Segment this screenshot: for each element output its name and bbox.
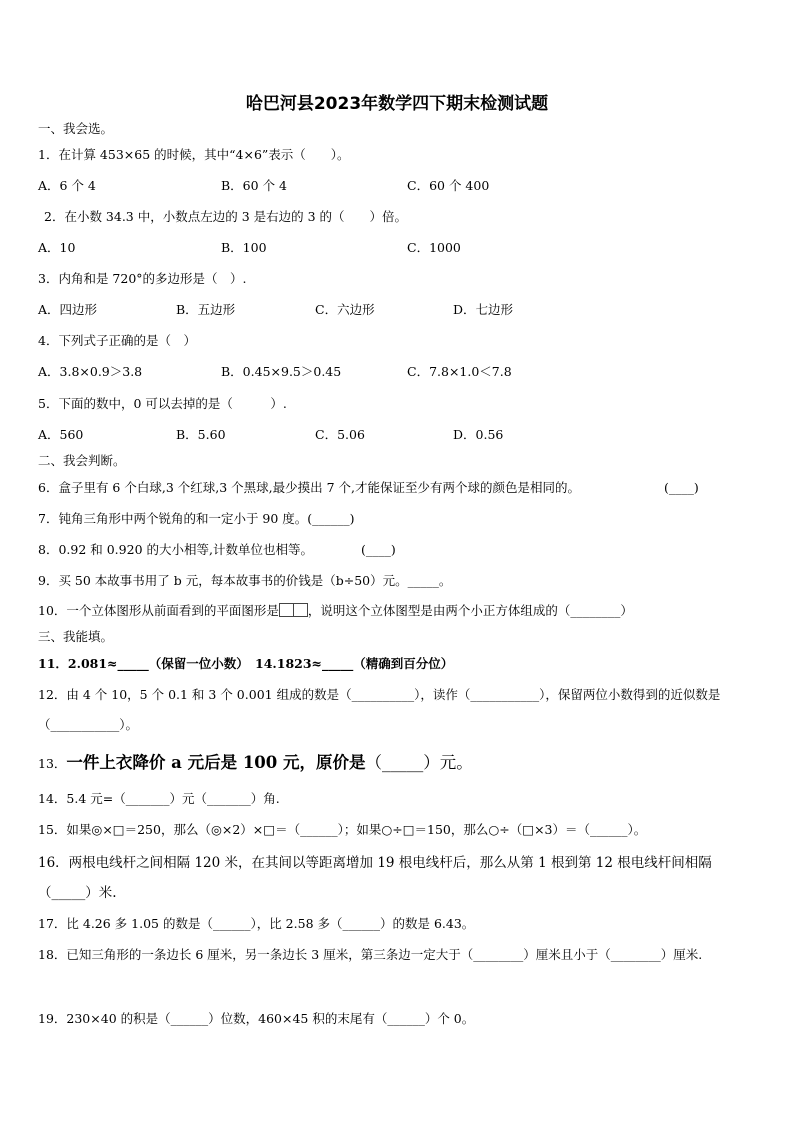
- question-5: 5．下面的数中，0 可以去掉的是（ ）.: [38, 396, 287, 411]
- section-heading-3: 三、我能填。: [38, 629, 114, 644]
- question-4: 4．下列式子正确的是（ ）: [38, 333, 196, 348]
- q5-option-a: A．560: [38, 427, 84, 442]
- question-15: 15．如果◎×□＝250，那么（◎×2）×□＝（______）；如果○÷□＝150，那么○÷（□×3）＝（______）。: [38, 822, 647, 837]
- q6-text: 6．盒子里有 6 个白球,3 个红球,3 个黑球,最少摸出 7 个,才能保证至少有两个球的颜色是相同的。: [38, 480, 580, 495]
- question-7: 7．钝角三角形中两个锐角的和一定小于 90 度。(______): [38, 511, 355, 526]
- page-title: 哈巴河县2023年数学四下期末检测试题: [245, 94, 549, 114]
- q5-option-c: C．5.06: [315, 427, 365, 442]
- question-11: 11．2.081≈_____（保留一位小数） 14.1823≈_____（精确到百分位）: [38, 656, 454, 671]
- question-9: 9．买 50 本故事书用了 b 元，每本故事书的价钱是（b÷50）元。_____。: [38, 573, 452, 588]
- square-figure-left: [279, 603, 294, 617]
- q6-answer-blank: (____): [664, 480, 699, 495]
- q1-option-b: B．60 个 4: [221, 178, 287, 193]
- q3-option-b: B．五边形: [176, 302, 236, 317]
- question-6: [38, 480, 758, 496]
- q10-text-a: 10．一个立体图形从前面看到的平面图形是: [38, 603, 279, 618]
- question-14: 14．5.4 元=（_______）元（_______）角.: [38, 791, 280, 806]
- q13-number: 13．: [38, 756, 67, 771]
- question-17: 17．比 4.26 多 1.05 的数是（______），比 2.58 多（______）的数是 6.43。: [38, 916, 475, 931]
- q2-option-c: C．1000: [407, 240, 461, 255]
- question-8: [38, 542, 758, 558]
- q10-text-b: ，说明这个立体图型是由两个小正方体组成的（________）: [307, 603, 633, 618]
- q8-text: 8．0.92 和 0.920 的大小相等,计数单位也相等。: [38, 542, 313, 557]
- question-19: 19．230×40 的积是（______）位数，460×45 积的末尾有（______）个 0。: [38, 1011, 475, 1026]
- q3-option-a: A．四边形: [38, 302, 98, 317]
- q4-option-b: B．0.45×9.5＞0.45: [221, 364, 342, 379]
- question-16: 16．两根电线杆之间相隔 120 米，在其间以等距离增加 19 根电线杆后，那么从第 1 根到第 12 根电线杆间相隔（_____）米.: [38, 855, 712, 901]
- square-figure-right: [294, 603, 308, 617]
- q13-answer-blank: （_____）元。: [365, 753, 473, 772]
- q4-option-a: A．3.8×0.9＞3.8: [38, 364, 143, 379]
- q3-option-d: D．七边形: [453, 302, 514, 317]
- q2-option-b: B．100: [221, 240, 267, 255]
- q2-option-a: A．10: [38, 240, 76, 255]
- q4-option-c: C．7.8×1.0＜7.8: [407, 364, 512, 379]
- q13-text: 一件上衣降价 a 元后是 100 元，原价是: [66, 753, 366, 772]
- section-heading-1: 一、我会选。: [38, 121, 114, 136]
- question-12: 12．由 4 个 10，5 个 0.1 和 3 个 0.001 组成的数是（__________），读作（___________），保留两位小数得到的近似数是（___________）。: [38, 687, 721, 732]
- q1-option-a: A．6 个 4: [38, 178, 96, 193]
- question-2: 2．在小数 34.3 中，小数点左边的 3 是右边的 3 的（ ）倍。: [44, 209, 408, 224]
- q5-option-b: B．5.60: [176, 427, 226, 442]
- q3-option-c: C．六边形: [315, 302, 375, 317]
- question-10: [38, 603, 758, 619]
- question-18: 18．已知三角形的一条边长 6 厘米，另一条边长 3 厘米，第三条边一定大于（________）厘米且小于（________）厘米.: [38, 947, 703, 962]
- question-3: 3．内角和是 720°的多边形是（ ）.: [38, 271, 247, 286]
- question-1: 1．在计算 453×65 的时候，其中“4×6”表示（ ）。: [38, 147, 350, 162]
- q5-option-d: D．0.56: [453, 427, 504, 442]
- question-13: [38, 752, 758, 775]
- section-heading-2: 二、我会判断。: [38, 453, 126, 468]
- q8-answer-blank: (____): [361, 542, 396, 557]
- q1-option-c: C．60 个 400: [407, 178, 490, 193]
